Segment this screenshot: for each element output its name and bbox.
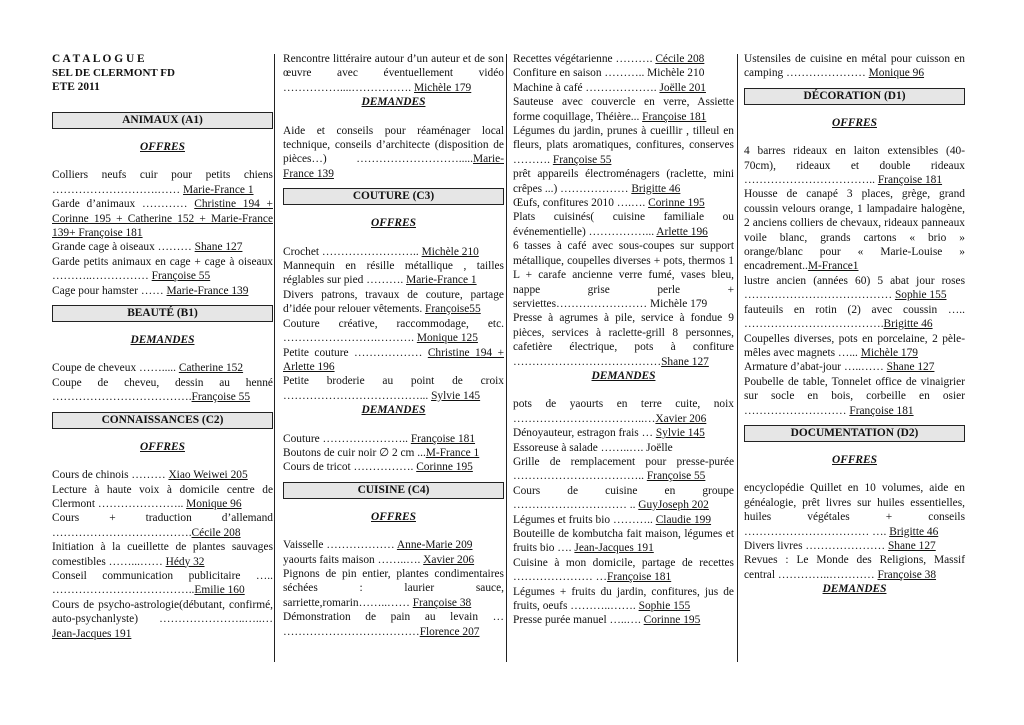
member-name: Joëlle 201 xyxy=(659,81,706,94)
section-heading: DOCUMENTATION (D2) xyxy=(744,425,965,442)
member-name: Michèle 179 xyxy=(414,81,472,94)
member-name: Sophie 155 xyxy=(894,289,947,302)
entry-description: Coupe de cheveu, dessin au henné ………………………………. xyxy=(52,376,273,404)
member-name: Corinne 195 xyxy=(643,614,701,627)
entry-description: Cours de tricot ……………. xyxy=(283,461,417,474)
member-name: Corinne 195 xyxy=(416,461,473,474)
catalogue-entry xyxy=(52,376,273,405)
entry-description: Petite broderie au point de croix ………………………………... xyxy=(283,375,504,402)
entry-description: Dénoyauteur, estragon frais … xyxy=(513,427,656,440)
member-name: Anne-Marie 209 xyxy=(396,539,473,552)
catalogue-entry xyxy=(744,274,965,303)
entry-description: Armature d’abat-jour …..…… xyxy=(744,361,887,374)
member-name: Jean-Jacques 191 xyxy=(52,627,132,640)
catalogue-entry xyxy=(513,210,734,239)
catalogue-entry xyxy=(283,52,504,95)
catalogue-entry xyxy=(283,538,504,552)
member-name: Shane 127 xyxy=(887,539,936,552)
entry-description: Légumes et fruits bio ……….. xyxy=(513,513,656,526)
entry-description: lustre ancien (années 60) 5 abat jour roses ………………………………… xyxy=(744,274,965,302)
catalogue-entry xyxy=(283,446,504,460)
member-name: Françoise 55 xyxy=(191,391,251,404)
entry-description: Cours de cuisine en groupe ………………………… .. xyxy=(513,484,734,512)
catalogue-entry xyxy=(744,360,965,374)
entry-description: Vaisselle ……………… xyxy=(283,539,397,552)
catalogue-entry xyxy=(283,346,504,375)
catalogue-column-1 xyxy=(52,52,273,641)
entry-description: Petite couture ……………… xyxy=(283,346,428,359)
entry-description: Rencontre littéraire autour d’un auteur et de son œuvre avec éventuellement vidéo ……………....……………. xyxy=(283,53,504,94)
catalogue-entry xyxy=(513,81,734,95)
member-name: Xavier 206 xyxy=(655,412,707,425)
member-name: Françoise 181 xyxy=(877,174,943,187)
catalogue-entry xyxy=(52,511,273,540)
catalogue-entry xyxy=(513,196,734,210)
entry-description: Divers livres ………………… xyxy=(744,539,888,552)
section-heading: CUISINE (C4) xyxy=(283,482,504,499)
catalogue-entry xyxy=(283,567,504,610)
member-name: Brigitte 46 xyxy=(889,525,939,538)
catalogue-entry xyxy=(744,375,965,418)
catalogue-entry xyxy=(52,240,273,254)
entry-description: Ustensiles de cuisine en métal pour cuisson en camping ………………… xyxy=(744,53,965,80)
subsection-heading: OFFRES xyxy=(371,217,416,230)
entry-description: 6 tasses à café avec sous-coupes sur support métallique, coupelles diverses + pots, thermos 1 L + carafe ancienne verre fumé, vases bleu, nappe grise perle + serviettes…………………… Michèle 179 xyxy=(513,240,734,310)
catalogue-entry xyxy=(283,317,504,346)
entry-description: prêt appareils électroménagers (raclette, mini crêpes ...) ……………… xyxy=(513,168,734,195)
member-name: Monique 125 xyxy=(416,332,478,345)
member-name: Brigitte 46 xyxy=(883,318,933,331)
entry-description: Démonstration de pain au levain … ……………………………… xyxy=(283,611,504,638)
subsection-heading: DEMANDES xyxy=(591,369,656,382)
entry-description: Plats cuisinés( cuisine familiale ou événementielle) ……………... xyxy=(513,211,734,238)
section-heading: CONNAISSANCES (C2) xyxy=(52,412,273,429)
catalogue-entry xyxy=(513,484,734,513)
entry-description: Couture ………………….. xyxy=(283,432,411,445)
member-name: Sylvie 145 xyxy=(431,389,481,402)
entry-description: Presse à agrumes à pile, service à fondue 9 pièces, services à raclette-grill 8 personnes, cafetière électrique, pots à confiture ………………………………… xyxy=(513,312,734,368)
catalogue-entry xyxy=(283,610,504,639)
catalogue-entry xyxy=(513,513,734,527)
member-name: Christine 194 + Arlette 196 xyxy=(283,346,504,373)
entry-description: Mannequin en résille métallique , tailles réglables sur pied ………. xyxy=(283,260,504,287)
entry-description: 4 barres rideaux en laiton extensibles (40-70cm), rideaux et double rideaux …………………………….. xyxy=(744,145,965,187)
catalogue-entry xyxy=(513,397,734,426)
catalogue-entry xyxy=(744,187,965,273)
entry-description: Œufs, confitures 2010 ….…. xyxy=(513,197,649,210)
entry-description: Cage pour hamster …… xyxy=(52,284,167,297)
member-name: Marie-France 1 xyxy=(183,183,254,196)
catalogue-entry xyxy=(52,483,273,512)
entry-description: Grille de remplacement pour presse-purée …………………………….. xyxy=(513,455,734,483)
entry-description: Coupelles diverses, pots en porcelaine, 2 pèle-mêles avec magnets …... xyxy=(744,332,965,359)
column-divider xyxy=(506,54,507,662)
entry-description: Colliers neufs cuir pour petits chiens ……………………….…… xyxy=(52,169,273,196)
catalogue-entry xyxy=(513,167,734,196)
section-heading: BEAUTÉ (B1) xyxy=(52,305,273,322)
subsection-heading: OFFRES xyxy=(140,141,185,153)
entry-description: Boutons de cuir noir ∅ 2 cm ... xyxy=(283,446,426,459)
member-name: Françoise 181 xyxy=(849,404,914,417)
member-name: Jean-Jacques 191 xyxy=(574,542,654,555)
member-name: Marie-France 139 xyxy=(283,153,504,180)
subsection-heading: OFFRES xyxy=(832,453,877,466)
member-name: M-France 1 xyxy=(425,446,480,459)
member-name: Catherine 152 xyxy=(178,362,244,375)
section-heading: DÉCORATION (D1) xyxy=(744,88,965,105)
member-name: Shane 127 xyxy=(194,241,243,254)
entry-description: Couture créative, raccommodage, etc. …………………….………. xyxy=(283,317,504,345)
subsection-heading: DEMANDES xyxy=(130,334,195,347)
catalogue-entry xyxy=(513,124,734,167)
member-name: GuyJoseph 202 xyxy=(638,499,709,512)
catalogue-entry xyxy=(513,239,734,311)
member-name: Françoise 181 xyxy=(606,571,672,584)
catalogue-entry xyxy=(513,95,734,124)
member-name: Françoise 55 xyxy=(646,470,706,483)
member-name: Florence 207 xyxy=(419,625,480,638)
member-name: Christine 194 + Corinne 195 + Catherine 152 + Marie-France 139+ Françoise 181 xyxy=(52,198,273,240)
entry-description: Cours de psycho-astrologie(débutant, confirmé, auto-psychanlyste) …………………..…..… xyxy=(52,598,273,626)
member-name: Shane 127 xyxy=(886,361,935,374)
entry-description: Légumes du jardin, prunes à cueillir , tilleul en fleurs, plats aromatiques, confitures, conserves ………. xyxy=(513,125,734,166)
entry-description: Cours de chinois ……… xyxy=(52,469,169,482)
catalogue-entry xyxy=(513,52,734,66)
member-name: Michèle 210 xyxy=(421,245,479,258)
entry-description: Confiture en saison ……….. Michèle 210 xyxy=(513,67,705,80)
subsection-heading: DEMANDES xyxy=(361,96,426,109)
member-name: Françoise 38 xyxy=(412,596,472,609)
catalogue-entry xyxy=(52,284,273,298)
catalogue-entry xyxy=(283,460,504,474)
entry-description: Revues : Le Monde des Religions, Massif central …………..………… xyxy=(744,554,965,581)
entry-description: Poubelle de table, Tonnelet office de vinaigrier sur socle en bois, corbeille en osier ……………………… xyxy=(744,375,965,417)
member-name: Françoise 55 xyxy=(151,270,211,283)
entry-description: encyclopédie Quillet en 10 volumes, aide en généalogie, prêt livres sur huiles essentielles, huiles végétales + conseils …………………………… …. xyxy=(744,482,965,538)
column-divider xyxy=(737,54,738,662)
catalogue-entry xyxy=(513,556,734,585)
member-name: Sylvie 145 xyxy=(655,427,705,440)
member-name: Claudie 199 xyxy=(655,513,712,526)
member-name: Hédy 32 xyxy=(165,555,205,568)
entry-description: Pignons de pin entier, plantes condimentaires séchées : laurier sauce, sarriette,romarin……..…… xyxy=(283,567,504,609)
entry-description: Machine à café ………………. xyxy=(513,81,660,94)
catalogue-entry xyxy=(513,426,734,440)
member-name: Françoise 55 xyxy=(552,153,612,166)
catalogue-entry xyxy=(513,441,734,455)
entry-description: fauteuils en rotin (2) avec coussin ….. ………………………………. xyxy=(744,303,965,331)
entry-description: Initiation à la cueillette de plantes sauvages comestibles ……...…… xyxy=(52,541,273,568)
catalogue-entry xyxy=(52,540,273,569)
entry-description: Garde petits animaux en cage + cage à oiseaux ………..…………… xyxy=(52,255,273,283)
catalogue-entry xyxy=(283,374,504,403)
member-name: Xiao Weiwei 205 xyxy=(168,469,248,482)
entry-description: Aide et conseils pour réaménager local technique, conseils d’architecte (disposition de pièces…) ………………………..... xyxy=(283,124,504,166)
catalogue-entry xyxy=(513,66,734,80)
catalogue-season: ETE 2011 xyxy=(52,81,100,93)
entry-description: Garde d’animaux ………… xyxy=(52,198,195,211)
catalogue-entry xyxy=(52,361,273,375)
catalogue-entry xyxy=(52,468,273,482)
catalogue-title: C A T A L O G U E xyxy=(52,53,145,65)
catalogue-column-4 xyxy=(744,52,965,611)
member-name: Françoise 181 xyxy=(642,110,707,123)
member-name: Xavier 206 xyxy=(423,553,475,566)
catalogue-entry xyxy=(744,332,965,361)
entry-description: Crochet …………………….. xyxy=(283,245,422,258)
catalogue-entry xyxy=(283,288,504,317)
catalogue-entry xyxy=(283,553,504,567)
entry-description: pots de yaourts en terre cuite, noix ……………………………..… xyxy=(513,398,734,425)
catalogue-entry xyxy=(513,527,734,556)
member-name: Michèle 179 xyxy=(860,346,918,359)
catalogue-entry xyxy=(52,168,273,197)
member-name: Corinne 195 xyxy=(648,197,705,210)
member-name: Sophie 155 xyxy=(638,600,691,613)
member-name: Marie-France 139 xyxy=(166,284,249,297)
catalogue-entry xyxy=(52,569,273,598)
entry-description: yaourts faits maison ……..…. xyxy=(283,553,424,566)
catalogue-entry xyxy=(283,432,504,446)
member-name: Shane 127 xyxy=(661,355,709,368)
catalogue-entry xyxy=(513,585,734,614)
member-name: Brigitte 46 xyxy=(631,182,681,195)
member-name: Marie-France 1 xyxy=(406,274,477,287)
entry-description: Grande cage à oiseaux ……… xyxy=(52,241,195,254)
catalogue-entry xyxy=(513,455,734,484)
section-heading: ANIMAUX (A1) xyxy=(52,112,273,129)
subsection-heading: OFFRES xyxy=(140,440,185,453)
entry-description: Housse de canapé 3 places, grège, grand coussin velours orange, 1 lampadaire halogène, 2 anciens colliers de chevaux, rideaux panneaux voile blanc, grands cartons « brio » orange/blanc pour « Marie-Louise » encadrement.. xyxy=(744,188,965,273)
catalogue-entry xyxy=(52,255,273,284)
catalogue-column-3 xyxy=(513,52,734,628)
catalogue-entry xyxy=(744,553,965,582)
entry-description: Cuisine à mon domicile, partage de recettes ………………… … xyxy=(513,556,734,584)
catalogue-entry xyxy=(283,259,504,288)
catalogue-entry xyxy=(283,124,504,182)
catalogue-entry xyxy=(744,52,965,81)
catalogue-entry xyxy=(513,613,734,627)
entry-description: Bouteille de kombutcha fait maison, légumes et fruits bio …. xyxy=(513,528,734,555)
entry-description: Essoreuse à salade ……..…. Joëlle xyxy=(513,441,673,454)
member-name: Monique 96 xyxy=(868,67,925,80)
catalogue-entry xyxy=(283,245,504,259)
entry-description: Recettes végétarienne ………. xyxy=(513,53,656,65)
subsection-heading: DEMANDES xyxy=(361,404,426,417)
member-name: Monique 96 xyxy=(186,497,242,510)
member-name: Arlette 196 xyxy=(656,225,708,238)
entry-description: Lecture à haute voix à domicile centre de Clermont ………………….. xyxy=(52,483,273,510)
catalogue-entry xyxy=(513,311,734,369)
member-name: Emilie 160 xyxy=(194,584,245,597)
entry-description: Presse purée manuel …..…. xyxy=(513,614,644,627)
catalogue-entry xyxy=(744,539,965,553)
entry-description: Coupe de cheveux ……..... xyxy=(52,362,179,375)
member-name: Françoise55 xyxy=(425,303,481,316)
catalogue-entry xyxy=(744,144,965,187)
column-divider xyxy=(274,54,275,662)
catalogue-entry xyxy=(744,481,965,539)
entry-description: Sauteuse avec couvercle en verre, Assiette forme coquillage, Théière... xyxy=(513,96,734,123)
entry-description: Légumes + fruits du jardin, confitures, jus de fruits, oeufs ………..……. xyxy=(513,585,734,613)
section-heading: COUTURE (C3) xyxy=(283,188,504,205)
entry-description: Divers patrons, travaux de couture, partage d’idée pour relouer vêtements. xyxy=(283,288,504,316)
member-name: M-France1 xyxy=(807,260,859,273)
catalogue-column-2 xyxy=(283,52,504,639)
member-name: Françoise 181 xyxy=(410,432,476,445)
catalogue-entry xyxy=(744,303,965,332)
entry-description: Conseil communication publicitaire ….. ……………………………….. xyxy=(52,569,273,597)
entry-description: Cours + traduction d’allemand ………………………………. xyxy=(52,512,273,539)
subsection-heading: OFFRES xyxy=(832,116,877,129)
member-name: Françoise 38 xyxy=(877,568,937,581)
catalogue-entry xyxy=(52,197,273,240)
member-name: Cécile 208 xyxy=(655,53,705,65)
member-name: Cécile 208 xyxy=(191,526,241,539)
subsection-heading: DEMANDES xyxy=(822,583,887,596)
catalogue-subtitle: SEL DE CLERMONT FD xyxy=(52,67,175,79)
subsection-heading: OFFRES xyxy=(371,510,416,523)
catalogue-entry xyxy=(52,598,273,641)
